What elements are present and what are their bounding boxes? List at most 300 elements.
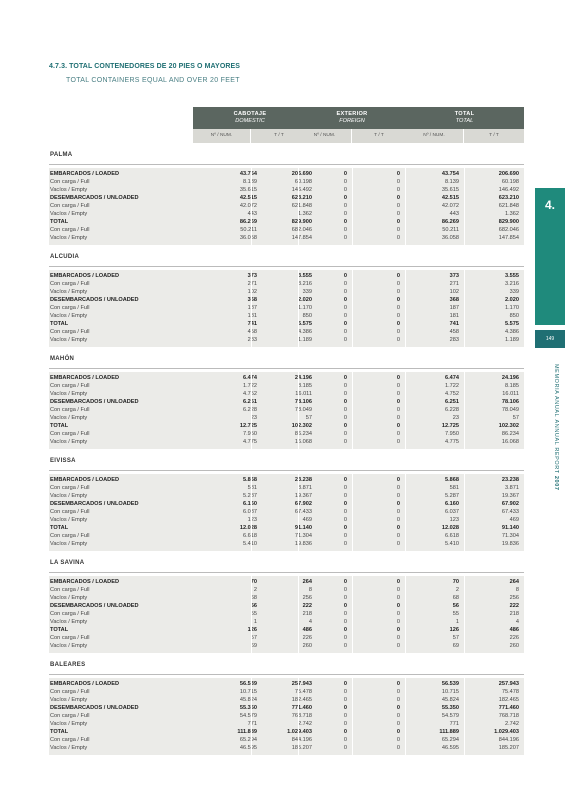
- table-cell: 0: [343, 179, 347, 185]
- table-cell: 24.196: [294, 375, 312, 381]
- column-divider: [464, 576, 465, 653]
- table-cell: 256: [509, 595, 519, 601]
- table-cell: 23.238: [501, 477, 519, 483]
- table-cell: 5.410: [243, 541, 257, 547]
- table-cell: 0: [396, 619, 400, 625]
- table-cell: 264: [509, 579, 519, 585]
- table-cell: 12.028: [239, 525, 257, 531]
- table-cell: 3.871: [505, 485, 519, 491]
- table-cell: 78.049: [294, 407, 312, 413]
- table-cell: 75.478: [501, 689, 519, 695]
- column-divider: [405, 474, 406, 551]
- table-cell: 0: [396, 737, 400, 743]
- section-2: [49, 347, 524, 449]
- column-divider: [298, 270, 299, 347]
- table-row: [49, 728, 524, 736]
- table-row: [49, 210, 524, 218]
- table-cell: 111.889: [237, 729, 257, 735]
- table-row: [49, 500, 524, 508]
- table-cell: 0: [343, 635, 347, 641]
- table-cell: 42.072: [239, 203, 257, 209]
- table-row: [49, 696, 524, 704]
- table-subheader: [49, 129, 524, 143]
- table-cell: 68: [452, 595, 459, 601]
- table-cell: 0: [396, 187, 400, 193]
- table-cell: 57: [512, 415, 519, 421]
- table-cell: 56: [250, 603, 257, 609]
- table-cell: 771: [449, 721, 459, 727]
- table-cell: 443: [449, 211, 459, 217]
- table-cell: 0: [396, 297, 400, 303]
- table-row: [49, 532, 524, 540]
- table-cell: 0: [396, 635, 400, 641]
- table-row: [49, 374, 524, 382]
- table-cell: 0: [343, 187, 347, 193]
- table-cell: 75.478: [294, 689, 312, 695]
- table-cell: 55: [452, 611, 459, 617]
- section-title: EIVISSA: [49, 449, 524, 471]
- table-cell: 0: [396, 501, 400, 507]
- table-cell: 54.579: [441, 713, 459, 719]
- row-label: Con carga / Full: [50, 635, 90, 641]
- row-label: DESEMBARCADOS / UNLOADED: [50, 501, 139, 507]
- section-0: [49, 143, 524, 245]
- row-label: Con carga / Full: [50, 713, 90, 719]
- table-cell: 23.238: [294, 477, 312, 483]
- table-cell: 56.539: [441, 681, 459, 687]
- table-cell: 36.058: [239, 235, 257, 241]
- table-row: [49, 634, 524, 642]
- table-cell: 86.269: [239, 219, 257, 225]
- table-cell: 271: [247, 281, 257, 287]
- table-cell: 67.902: [294, 501, 312, 507]
- table-cell: 206.690: [291, 171, 312, 177]
- table-cell: 86.269: [441, 219, 459, 225]
- column-divider: [352, 576, 353, 653]
- table-cell: 0: [396, 579, 400, 585]
- table-row: [49, 406, 524, 414]
- table-cell: 0: [343, 219, 347, 225]
- table-cell: 0: [396, 713, 400, 719]
- row-label: Vacíos / Empty: [50, 493, 88, 499]
- table-cell: 0: [343, 705, 347, 711]
- column-divider: [251, 270, 252, 347]
- table-cell: 10.715: [441, 689, 459, 695]
- table-cell: 6.474: [243, 375, 257, 381]
- table-cell: 65.294: [441, 737, 459, 743]
- row-label: DESEMBARCADOS / UNLOADED: [50, 399, 139, 405]
- table-cell: 0: [396, 227, 400, 233]
- col-header: Nº / NUM.: [193, 129, 250, 143]
- table-cell: 102.302: [498, 423, 519, 429]
- column-divider: [464, 168, 465, 245]
- row-label: Con carga / Full: [50, 533, 90, 539]
- table-row: [49, 704, 524, 712]
- table-cell: 10.715: [239, 689, 257, 695]
- row-label: EMBARCADOS / LOADED: [50, 579, 119, 585]
- table-cell: 0: [343, 713, 347, 719]
- row-label: TOTAL: [50, 729, 69, 735]
- table-cell: 0: [396, 415, 400, 421]
- table-cell: 0: [396, 705, 400, 711]
- table-cell: 42.515: [239, 195, 257, 201]
- table-cell: 0: [343, 619, 347, 625]
- row-label: Vacíos / Empty: [50, 595, 88, 601]
- section-4: [49, 551, 524, 653]
- table-cell: 6.474: [445, 375, 459, 381]
- table-cell: 0: [343, 321, 347, 327]
- table-cell: 0: [343, 729, 347, 735]
- table-cell: 78.106: [501, 399, 519, 405]
- table-row: [49, 688, 524, 696]
- table-cell: 126: [449, 627, 459, 633]
- table-cell: 264: [302, 579, 312, 585]
- table-cell: 146.492: [498, 187, 519, 193]
- containers-table: [49, 107, 524, 755]
- table-cell: 5.287: [243, 493, 257, 499]
- table-cell: 0: [396, 533, 400, 539]
- table-cell: 5.575: [505, 321, 519, 327]
- row-label: TOTAL: [50, 627, 69, 633]
- table-cell: 71.304: [501, 533, 519, 539]
- section-block: [49, 678, 524, 755]
- table-row: [49, 602, 524, 610]
- table-cell: 0: [396, 611, 400, 617]
- table-cell: 623.210: [498, 195, 519, 201]
- table-cell: 0: [343, 737, 347, 743]
- table-cell: 55.350: [239, 705, 257, 711]
- header-group-sublabel: TOTAL: [455, 118, 474, 124]
- header-group-label: CABOTAJE: [233, 111, 267, 117]
- table-cell: 0: [396, 235, 400, 241]
- table-cell: 373: [449, 273, 459, 279]
- table-cell: 102: [449, 289, 459, 295]
- table-cell: 0: [343, 227, 347, 233]
- header-group-foreign: [298, 107, 406, 129]
- table-cell: 0: [396, 681, 400, 687]
- row-label: Vacíos / Empty: [50, 697, 88, 703]
- row-label: Vacíos / Empty: [50, 337, 88, 343]
- table-cell: 0: [396, 289, 400, 295]
- table-cell: 6.618: [445, 533, 459, 539]
- table-row: [49, 720, 524, 728]
- table-cell: 185.207: [291, 745, 312, 751]
- row-label: Vacíos / Empty: [50, 541, 88, 547]
- table-cell: 57: [250, 635, 257, 641]
- table-cell: 0: [396, 305, 400, 311]
- table-cell: 1.029.403: [494, 729, 519, 735]
- table-cell: 2.020: [298, 297, 312, 303]
- table-row: [49, 296, 524, 304]
- table-cell: 8.139: [243, 179, 257, 185]
- table-cell: 0: [343, 423, 347, 429]
- table-row: [49, 610, 524, 618]
- column-divider: [251, 576, 252, 653]
- table-cell: 6.251: [445, 399, 459, 405]
- table-cell: 2: [253, 587, 257, 593]
- row-label: EMBARCADOS / LOADED: [50, 273, 119, 279]
- column-divider: [251, 168, 252, 245]
- table-cell: 5.287: [445, 493, 459, 499]
- column-divider: [352, 678, 353, 755]
- section-title: BALEARES: [49, 653, 524, 675]
- table-cell: 0: [343, 391, 347, 397]
- table-cell: 1: [253, 619, 257, 625]
- column-divider: [464, 678, 465, 755]
- table-cell: 0: [396, 493, 400, 499]
- table-cell: 67.433: [501, 509, 519, 515]
- table-row: [49, 438, 524, 446]
- row-label: Vacíos / Empty: [50, 187, 88, 193]
- table-cell: 70: [452, 579, 459, 585]
- table-cell: 0: [396, 477, 400, 483]
- row-label: Con carga / Full: [50, 305, 90, 311]
- table-cell: 69: [250, 643, 257, 649]
- header-group-label: TOTAL: [454, 111, 475, 117]
- table-cell: 187: [247, 305, 257, 311]
- column-divider: [298, 474, 299, 551]
- table-cell: 5.575: [298, 321, 312, 327]
- table-cell: 8.139: [445, 179, 459, 185]
- table-cell: 768.718: [291, 713, 312, 719]
- row-label: DESEMBARCADOS / UNLOADED: [50, 603, 139, 609]
- table-cell: 43.754: [239, 171, 257, 177]
- col-header: T / T: [251, 129, 307, 143]
- table-cell: 581: [449, 485, 459, 491]
- table-cell: 8.185: [505, 383, 519, 389]
- section-3: [49, 449, 524, 551]
- table-cell: 829.900: [498, 219, 519, 225]
- table-cell: 469: [302, 517, 312, 523]
- table-row: [49, 336, 524, 344]
- table-cell: 0: [343, 643, 347, 649]
- table-cell: 0: [396, 517, 400, 523]
- table-cell: 4.775: [445, 439, 459, 445]
- table-cell: 1.722: [445, 383, 459, 389]
- row-label: Con carga / Full: [50, 281, 90, 287]
- row-label: EMBARCADOS / LOADED: [50, 681, 119, 687]
- table-cell: 0: [396, 399, 400, 405]
- table-cell: 0: [343, 477, 347, 483]
- table-cell: 0: [343, 745, 347, 751]
- table-cell: 0: [343, 689, 347, 695]
- column-divider: [298, 168, 299, 245]
- column-divider: [405, 168, 406, 245]
- table-cell: 458: [449, 329, 459, 335]
- table-row: [49, 508, 524, 516]
- row-label: Con carga / Full: [50, 737, 90, 743]
- table-row: [49, 382, 524, 390]
- table-cell: 6.037: [445, 509, 459, 515]
- table-cell: 35.615: [239, 187, 257, 193]
- chapter-number: 4.: [544, 198, 555, 212]
- table-row: [49, 398, 524, 406]
- row-label: Vacíos / Empty: [50, 211, 88, 217]
- row-label: DESEMBARCADOS / UNLOADED: [50, 195, 139, 201]
- column-divider: [298, 372, 299, 449]
- table-cell: 368: [247, 297, 257, 303]
- table-cell: 469: [509, 517, 519, 523]
- table-cell: 226: [302, 635, 312, 641]
- table-cell: 0: [343, 281, 347, 287]
- row-label: Con carga / Full: [50, 329, 90, 335]
- table-cell: 0: [396, 587, 400, 593]
- table-cell: 1.029.403: [287, 729, 312, 735]
- column-divider: [405, 270, 406, 347]
- section-title: MAHÓN: [49, 347, 524, 369]
- column-divider: [352, 270, 353, 347]
- table-cell: 182.465: [498, 697, 519, 703]
- table-row: [49, 484, 524, 492]
- table-cell: 458: [247, 329, 257, 335]
- table-cell: 0: [396, 195, 400, 201]
- table-cell: 8: [308, 587, 312, 593]
- row-label: Vacíos / Empty: [50, 745, 88, 751]
- chapter-tab: [535, 188, 565, 325]
- table-cell: 102.302: [291, 423, 312, 429]
- table-cell: 0: [343, 509, 347, 515]
- table-cell: 1.189: [298, 337, 312, 343]
- row-label: Con carga / Full: [50, 407, 90, 413]
- table-cell: 185.207: [498, 745, 519, 751]
- table-row: [49, 618, 524, 626]
- table-row: [49, 234, 524, 242]
- table-cell: 0: [396, 179, 400, 185]
- table-cell: 844.196: [291, 737, 312, 743]
- table-cell: 0: [396, 485, 400, 491]
- table-row: [49, 288, 524, 296]
- table-cell: 0: [343, 525, 347, 531]
- table-row: [49, 586, 524, 594]
- row-label: Con carga / Full: [50, 203, 90, 209]
- table-cell: 0: [396, 643, 400, 649]
- table-cell: 4: [515, 619, 519, 625]
- table-row: [49, 594, 524, 602]
- table-cell: 2.742: [298, 721, 312, 727]
- table-cell: 45.824: [441, 697, 459, 703]
- table-cell: 0: [396, 525, 400, 531]
- row-label: Con carga / Full: [50, 611, 90, 617]
- table-cell: 78.049: [501, 407, 519, 413]
- column-divider: [251, 678, 252, 755]
- column-divider: [352, 474, 353, 551]
- table-cell: 16.011: [502, 391, 519, 397]
- table-cell: 3.216: [298, 281, 312, 287]
- table-cell: 0: [343, 587, 347, 593]
- table-cell: 0: [343, 211, 347, 217]
- table-cell: 146.492: [291, 187, 312, 193]
- table-cell: 0: [396, 541, 400, 547]
- footer-memoria: MEMORIA ANUAL: [553, 364, 559, 418]
- row-label: EMBARCADOS / LOADED: [50, 375, 119, 381]
- table-cell: 55.350: [441, 705, 459, 711]
- table-cell: 222: [302, 603, 312, 609]
- column-divider: [464, 372, 465, 449]
- table-cell: 6.160: [243, 501, 257, 507]
- table-cell: 12.725: [441, 423, 459, 429]
- table-cell: 71.304: [294, 533, 312, 539]
- column-divider: [405, 372, 406, 449]
- row-label: Vacíos / Empty: [50, 517, 88, 523]
- row-label: Con carga / Full: [50, 587, 90, 593]
- table-cell: 0: [343, 415, 347, 421]
- table-cell: 5.868: [445, 477, 459, 483]
- table-cell: 70: [250, 579, 257, 585]
- column-divider: [251, 474, 252, 551]
- table-row: [49, 736, 524, 744]
- table-cell: 16.068: [501, 439, 519, 445]
- table-cell: 768.718: [498, 713, 519, 719]
- row-label: Con carga / Full: [50, 383, 90, 389]
- table-cell: 123: [247, 517, 257, 523]
- table-cell: 682.046: [498, 227, 519, 233]
- table-cell: 0: [396, 203, 400, 209]
- table-cell: 0: [343, 533, 347, 539]
- table-cell: 0: [396, 329, 400, 335]
- table-cell: 5.868: [243, 477, 257, 483]
- table-cell: 0: [396, 509, 400, 515]
- table-cell: 54.579: [239, 713, 257, 719]
- table-cell: 741: [449, 321, 459, 327]
- section-block: [49, 372, 524, 449]
- column-divider: [405, 576, 406, 653]
- table-cell: 182.465: [291, 697, 312, 703]
- row-label: EMBARCADOS / LOADED: [50, 477, 119, 483]
- table-cell: 102: [247, 289, 257, 295]
- table-cell: 8.185: [298, 383, 312, 389]
- table-row: [49, 186, 524, 194]
- table-cell: 0: [396, 171, 400, 177]
- table-row: [49, 492, 524, 500]
- table-cell: 0: [343, 313, 347, 319]
- table-cell: 46.595: [441, 745, 459, 751]
- table-cell: 126: [247, 627, 257, 633]
- table-cell: 0: [396, 407, 400, 413]
- table-row: [49, 178, 524, 186]
- table-cell: 0: [396, 337, 400, 343]
- table-cell: 283: [247, 337, 257, 343]
- table-cell: 0: [343, 493, 347, 499]
- table-cell: 57: [305, 415, 312, 421]
- table-cell: 1.362: [505, 211, 519, 217]
- table-cell: 621.848: [498, 203, 519, 209]
- table-row: [49, 516, 524, 524]
- table-row: [49, 712, 524, 720]
- table-cell: 147.854: [291, 235, 312, 241]
- table-cell: 850: [302, 313, 312, 319]
- section-5: [49, 653, 524, 755]
- table-cell: 3.871: [298, 485, 312, 491]
- table-cell: 42.515: [441, 195, 459, 201]
- table-cell: 42.072: [441, 203, 459, 209]
- table-cell: 1.362: [298, 211, 312, 217]
- row-label: Con carga / Full: [50, 485, 90, 491]
- table-cell: 35.615: [441, 187, 459, 193]
- table-cell: 339: [509, 289, 519, 295]
- table-cell: 0: [396, 431, 400, 437]
- table-cell: 68: [250, 595, 257, 601]
- table-cell: 0: [396, 689, 400, 695]
- row-label: TOTAL: [50, 525, 69, 531]
- table-cell: 46.595: [239, 745, 257, 751]
- section-block: [49, 168, 524, 245]
- table-cell: 257.943: [291, 681, 312, 687]
- table-cell: 0: [396, 721, 400, 727]
- table-cell: 0: [343, 485, 347, 491]
- table-cell: 181: [247, 313, 257, 319]
- table-cell: 2.742: [505, 721, 519, 727]
- table-cell: 187: [449, 305, 459, 311]
